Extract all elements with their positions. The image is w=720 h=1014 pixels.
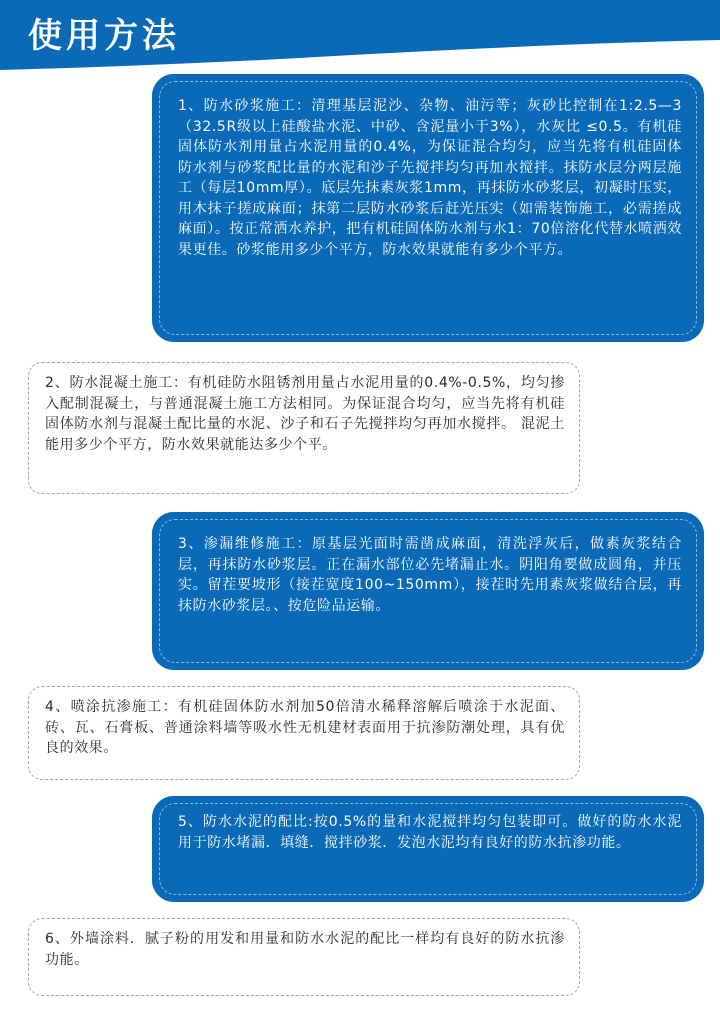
instruction-text-4: 4、喷涂抗渗施工：有机硅固体防水剂加50倍清水稀释溶解后喷涂于水泥面、砖、瓦、石膏板、普通涂料墙等吸水性无机建材表面用于抗渗防潮处理，具有优良的效果。 bbox=[45, 699, 565, 756]
instruction-card-2 bbox=[28, 362, 580, 494]
instruction-card-6 bbox=[28, 918, 580, 996]
instruction-text-2: 2、防水混凝土施工：有机硅防水阻锈剂用量占水泥用量的0.4%-0.5%，均匀掺入配制混凝土，与普通混凝土施工方法相同。为保证混合均匀，应当先将有机硅固体防水剂与混凝土配比量的水泥、沙子和石子先搅拌均匀再加水搅拌。 混泥土能用多少个平方，防水效果就能达多少个平。 bbox=[45, 375, 565, 453]
instruction-text-6: 6、外墙涂料．腻子粉的用发和用量和防水水泥的配比一样均有良好的防水抗渗功能。 bbox=[45, 931, 565, 968]
instruction-card-5 bbox=[152, 796, 704, 902]
instruction-text-1: 1、防水砂浆施工：清理基层泥沙、杂物、油污等；灰砂比控制在1:2.5—3（32.5R级以上硅酸盐水泥、中砂、含泥量小于3%），水灰比 ≤0.5。有机硅固体防水剂用量占水泥用量的0.4%，为保证混合均匀，应当先将有机硅固体防水剂与砂浆配比量的水泥和沙子先搅拌均匀再加水搅拌。抹防水层分两层施工（每层10mm厚）。底层先抹素灰浆1mm，再抹防水砂浆层，初凝时压实，用木抹子搓成麻面；抹第二层防水砂浆后赶光压实（如需装饰施工，必需搓成麻面）。按正常洒水养护，把有机硅固体防水剂与水1：70倍溶化代替水喷洒效果更佳。砂浆能用多少个平方，防水效果就能有多少个平方。 bbox=[178, 98, 682, 258]
page-header bbox=[0, 0, 720, 70]
instruction-card-3 bbox=[152, 512, 704, 670]
instruction-card-4 bbox=[28, 686, 580, 780]
instruction-text-5: 5、防水水泥的配比:按0.5%的量和水泥搅拌均匀包装即可。做好的防水水泥用于防水堵漏．填缝．搅拌砂浆．发泡水泥均有良好的防水抗渗功能。 bbox=[178, 814, 682, 851]
instruction-card-1 bbox=[152, 74, 704, 342]
instruction-text-3: 3、渗漏维修施工：原基层光面时需凿成麻面，清洗浮灰后，做素灰浆结合层，再抹防水砂浆层。正在漏水部位必先堵漏止水。阴阳角要做成圆角，并压实。留茬要坡形（接茬宽度100~150mm），接茬时先用素灰浆做结合层，再抹防水砂浆层。、按危险品运输。 bbox=[178, 536, 682, 614]
page-title: 使用方法 bbox=[28, 16, 180, 56]
